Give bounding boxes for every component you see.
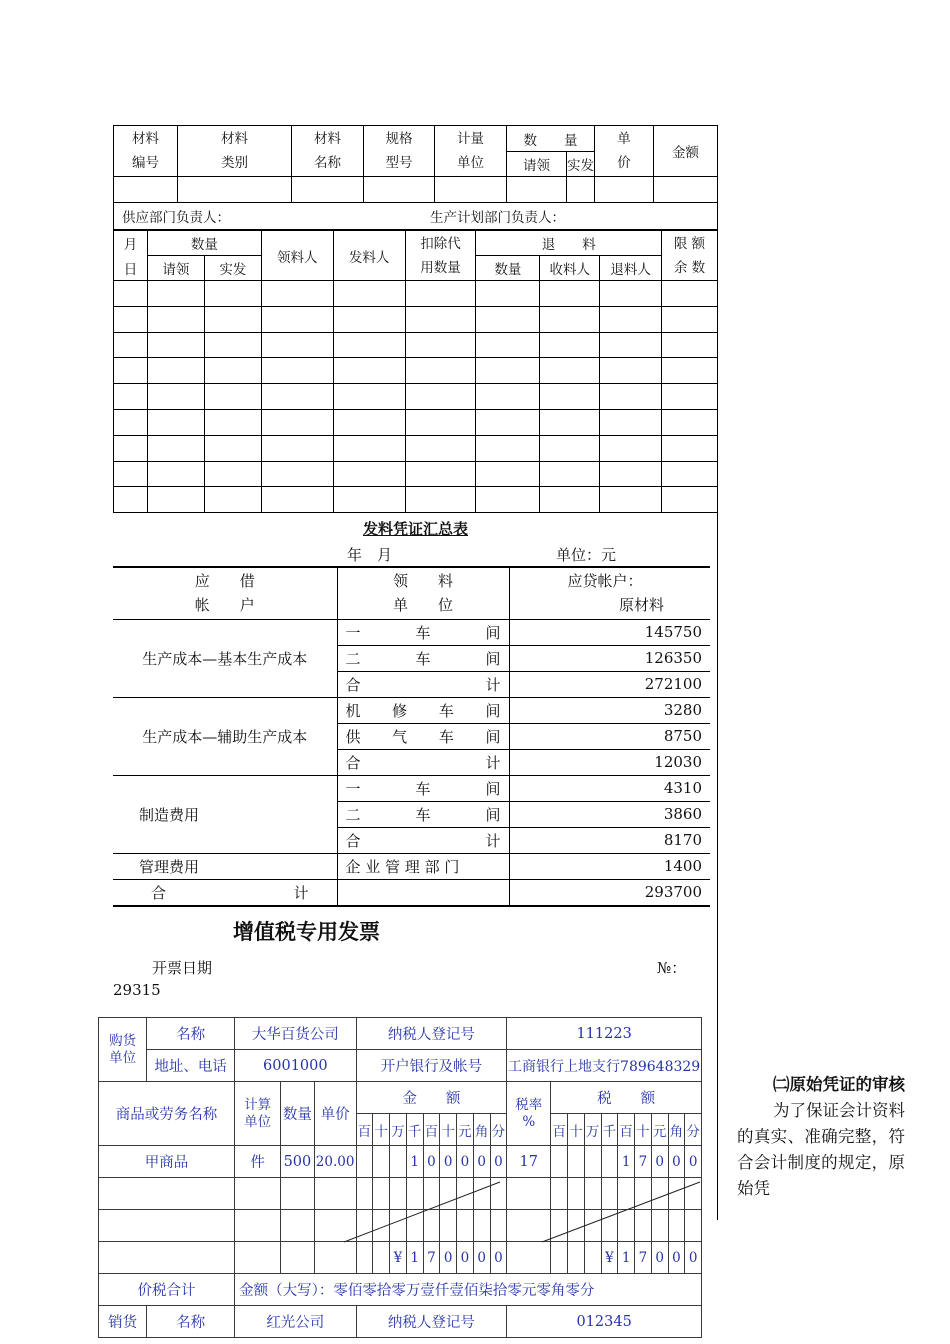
header-amount: 金额 (654, 126, 718, 177)
log-cell (333, 435, 405, 461)
buyer-bank: 工商银行上地支行789648329 (507, 1050, 702, 1082)
total-tax-digit (584, 1242, 601, 1274)
invoice-title: 增值税专用发票 (233, 919, 380, 944)
supply-dept-head: 供应部门负责人： (122, 210, 230, 226)
log-cell (261, 358, 333, 384)
log-cell (204, 332, 261, 358)
log-cell (405, 332, 476, 358)
amount-digit (423, 1178, 440, 1210)
unit-label: 计算 单位 (235, 1082, 281, 1146)
tax-digit (651, 1178, 668, 1210)
log-cell (204, 306, 261, 332)
summary-date: 年 月 (347, 546, 393, 564)
tax-digit (601, 1146, 618, 1178)
grand-total-amount: 293700 (509, 879, 710, 906)
tax-digit (551, 1210, 568, 1242)
total-amount-digit: 7 (423, 1242, 440, 1274)
digit-header: 元 (457, 1114, 474, 1146)
log-cell (333, 461, 405, 487)
log-cell (476, 435, 540, 461)
tax-digit (568, 1210, 585, 1242)
dept-workshop-2: 二 车 间 (345, 649, 501, 668)
log-cell (204, 461, 261, 487)
total-amount-digit: 0 (473, 1242, 490, 1274)
invoice-number: 29315 (113, 981, 161, 999)
tax-digit (618, 1210, 635, 1242)
rate-cell (507, 1242, 551, 1274)
invoice-no-label: №： (657, 959, 687, 977)
item-rate: 17 (507, 1146, 551, 1178)
grand-total-label: 合 计 (151, 883, 309, 902)
head-credit-account: 应贷帐户： 原材料 (509, 567, 710, 619)
header-qty: 数量 (147, 231, 261, 256)
material-limit-form (113, 125, 718, 230)
log-cell (405, 409, 476, 435)
log-cell (600, 384, 662, 410)
dept-workshop-1: 一 车 间 (345, 779, 501, 798)
log-cell (476, 487, 540, 513)
buyer-taxid: 111223 (507, 1018, 702, 1050)
log-cell (540, 384, 600, 410)
log-cell (147, 409, 204, 435)
amount-digit (356, 1178, 373, 1210)
tax-digit: 7 (635, 1146, 652, 1178)
header-return-receiver: 收料人 (540, 256, 600, 281)
head-debit-account: 应 借 帐 户 (113, 567, 337, 619)
tax-digit (584, 1210, 601, 1242)
amount-digit: 0 (423, 1146, 440, 1178)
header-material-category (178, 126, 292, 177)
log-cell (662, 281, 718, 307)
buyer-bank-label: 开户银行及帐号 (356, 1050, 507, 1082)
tax-digit: 0 (651, 1146, 668, 1178)
log-cell (405, 358, 476, 384)
buyer-name-label: 名称 (147, 1018, 235, 1050)
amount-cell: 8750 (509, 723, 710, 749)
tax-digit (584, 1178, 601, 1210)
dept-subtotal: 合 计 (345, 831, 501, 850)
header-qty-issued2: 实发 (204, 256, 261, 281)
log-cell (261, 306, 333, 332)
amount-digit (457, 1178, 474, 1210)
log-cell (662, 487, 718, 513)
log-cell (114, 306, 148, 332)
header-return-returner: 退料人 (600, 256, 662, 281)
log-cell (147, 358, 204, 384)
log-cell (540, 409, 600, 435)
log-cell (540, 358, 600, 384)
amount-digit (373, 1146, 390, 1178)
amount-cell: 4310 (509, 775, 710, 801)
amount-digit (440, 1178, 457, 1210)
seller-taxpayer-label: 纳税人登记号 (356, 1306, 507, 1338)
tax-digit (685, 1178, 702, 1210)
log-cell (204, 281, 261, 307)
tax-digit (568, 1178, 585, 1210)
amount-digit: 0 (490, 1146, 507, 1178)
amount-digit (390, 1178, 407, 1210)
header-unit-price (595, 126, 654, 177)
log-row (114, 281, 718, 307)
rate-cell (507, 1210, 551, 1242)
digit-header: 分 (685, 1114, 702, 1146)
total-tax-digit: 7 (635, 1242, 652, 1274)
digit-header: 角 (668, 1114, 685, 1146)
digit-header: 十 (373, 1114, 390, 1146)
log-cell (476, 281, 540, 307)
side-body: 为了保证会计资料的真实、准确完整，符合会计制度的规定，原始凭 (737, 1101, 905, 1198)
seller-taxid: 012345 (507, 1306, 702, 1338)
dept-workshop-2: 二 车 间 (345, 805, 501, 824)
digit-header: 百 (551, 1114, 568, 1146)
side-text (737, 1072, 905, 1202)
log-cell (600, 435, 662, 461)
log-cell (405, 281, 476, 307)
log-row (114, 384, 718, 410)
log-cell (662, 409, 718, 435)
account-admin-expense: 管理费用 (113, 853, 337, 879)
log-cell (261, 461, 333, 487)
dept-gas-workshop: 供 气 车 间 (345, 727, 501, 746)
log-cell (600, 332, 662, 358)
digit-header: 十 (440, 1114, 457, 1146)
log-cell (114, 435, 148, 461)
header-month: 月 (114, 231, 148, 256)
total-amount-digit (356, 1242, 373, 1274)
log-cell (147, 461, 204, 487)
total-tax-digit: 0 (685, 1242, 702, 1274)
log-row (114, 306, 718, 332)
digit-header: 千 (406, 1114, 423, 1146)
log-cell (662, 461, 718, 487)
tax-digit (668, 1210, 685, 1242)
tax-digit (584, 1146, 601, 1178)
header-measure-unit (435, 126, 507, 177)
responsible-row (114, 203, 718, 230)
buyer-taxpayer-label: 纳税人登记号 (356, 1018, 507, 1050)
log-cell (261, 487, 333, 513)
amount-cell: 272100 (509, 671, 710, 697)
log-cell (333, 487, 405, 513)
dept-admin: 企 业 管 理 部 门 (337, 853, 509, 879)
log-cell (261, 332, 333, 358)
amount-digit (490, 1210, 507, 1242)
digit-header: 十 (635, 1114, 652, 1146)
digit-header: 十 (568, 1114, 585, 1146)
summary-title: 发料凭证汇总表 (362, 520, 468, 538)
header-text: 材料 名称 (314, 131, 341, 171)
tax-label: 税 额 (551, 1082, 702, 1114)
amount-cell: 12030 (509, 749, 710, 775)
tax-digit (551, 1178, 568, 1210)
log-cell (405, 461, 476, 487)
log-cell (147, 306, 204, 332)
log-cell (540, 306, 600, 332)
amount-cell: 1400 (509, 853, 710, 879)
header-quantity: 数 量 (507, 126, 595, 152)
log-cell (333, 384, 405, 410)
log-cell (204, 358, 261, 384)
header-day: 日 (114, 256, 148, 281)
digit-header: 百 (423, 1114, 440, 1146)
log-cell (600, 461, 662, 487)
log-cell (476, 332, 540, 358)
log-cell (476, 384, 540, 410)
tax-digit (685, 1210, 702, 1242)
log-cell (540, 332, 600, 358)
log-cell (405, 435, 476, 461)
issue-log-table (113, 230, 718, 513)
log-cell (204, 435, 261, 461)
tax-digit: 0 (685, 1146, 702, 1178)
head-dept: 领 料 单 位 (337, 567, 509, 619)
item-unit: 件 (235, 1146, 281, 1178)
seller-name: 红光公司 (235, 1306, 356, 1338)
header-text: 单 价 (617, 131, 631, 171)
tax-digit (635, 1210, 652, 1242)
buyer-name: 大华百货公司 (235, 1018, 356, 1050)
log-cell (662, 332, 718, 358)
log-cell (204, 384, 261, 410)
log-cell (114, 409, 148, 435)
log-cell (147, 435, 204, 461)
digit-header: 角 (473, 1114, 490, 1146)
log-cell (114, 332, 148, 358)
amount-digit (356, 1210, 373, 1242)
log-cell (662, 306, 718, 332)
header-material-code (114, 126, 178, 177)
seller-name-label: 名称 (147, 1306, 235, 1338)
log-row (114, 409, 718, 435)
total-amount-digit: 0 (440, 1242, 457, 1274)
tax-digit: 0 (668, 1146, 685, 1178)
total-tax-digit: 0 (668, 1242, 685, 1274)
item-name: 甲商品 (99, 1146, 235, 1178)
log-cell (600, 281, 662, 307)
price-label: 单价 (314, 1082, 356, 1146)
log-cell (476, 306, 540, 332)
item-qty: 500 (281, 1146, 315, 1178)
header-deduct-qty: 扣除代 用数量 (405, 231, 476, 281)
amount-digit (406, 1178, 423, 1210)
log-cell (662, 384, 718, 410)
summary-table (113, 566, 710, 907)
amount-digit: 1 (406, 1146, 423, 1178)
header-receiver: 领料人 (261, 231, 333, 281)
header-text: 计量 单位 (457, 131, 484, 171)
total-tax-digit: 1 (618, 1242, 635, 1274)
dept-repair-workshop: 机 修 车 间 (345, 701, 501, 720)
amount-digit (473, 1210, 490, 1242)
log-cell (114, 487, 148, 513)
log-cell (114, 358, 148, 384)
tax-digit: 1 (618, 1146, 635, 1178)
summary-unit: 单位：元 (556, 546, 617, 564)
digit-header: 百 (356, 1114, 373, 1146)
digit-header: 千 (601, 1114, 618, 1146)
log-cell (405, 306, 476, 332)
account-basic-production: 生产成本—基本生产成本 (113, 619, 337, 697)
amount-digit: 0 (457, 1146, 474, 1178)
log-cell (405, 487, 476, 513)
tax-digit (601, 1210, 618, 1242)
log-cell (261, 435, 333, 461)
header-return: 退 料 (476, 231, 662, 256)
amount-digit (406, 1210, 423, 1242)
log-cell (333, 281, 405, 307)
header-material-name (292, 126, 364, 177)
header-issuer: 发料人 (333, 231, 405, 281)
log-cell (261, 409, 333, 435)
tax-digit (551, 1146, 568, 1178)
log-cell (147, 384, 204, 410)
header-spec-model (364, 126, 435, 177)
dept-subtotal: 合 计 (345, 753, 501, 772)
total-tax-digit (568, 1242, 585, 1274)
total-amount-digit: 0 (490, 1242, 507, 1274)
item-price: 20.00 (314, 1146, 356, 1178)
dept-subtotal: 合 计 (345, 675, 501, 694)
log-cell (333, 358, 405, 384)
total-amount-digit (373, 1242, 390, 1274)
total-tax-digit: ¥ (601, 1242, 618, 1274)
vat-invoice-table (98, 1017, 702, 1338)
rate-cell (507, 1178, 551, 1210)
log-cell (114, 281, 148, 307)
amount-digit (373, 1210, 390, 1242)
log-row (114, 435, 718, 461)
buyer-phone: 6001000 (235, 1050, 356, 1082)
header-limit-remaining: 限 额 余 数 (662, 231, 718, 281)
tax-digit (568, 1146, 585, 1178)
log-cell (600, 358, 662, 384)
amount-cell: 3280 (509, 697, 710, 723)
side-heading: ㈡原始凭证的审核 (773, 1075, 905, 1094)
log-row (114, 358, 718, 384)
digit-header: 分 (490, 1114, 507, 1146)
header-return-qty: 数量 (476, 256, 540, 281)
header-qty-issued: 实发 (567, 152, 595, 177)
invoice-date-label: 开票日期 (152, 959, 213, 977)
log-cell (662, 358, 718, 384)
seller-label: 销货 (99, 1306, 147, 1338)
amount-digit (473, 1178, 490, 1210)
log-cell (405, 384, 476, 410)
buyer-addr-label: 地址、电话 (147, 1050, 235, 1082)
amount-digit (390, 1210, 407, 1242)
log-cell (147, 332, 204, 358)
account-aux-production: 生产成本—辅助生产成本 (113, 697, 337, 775)
log-cell (540, 281, 600, 307)
buyer-label: 购货 单位 (99, 1018, 147, 1082)
log-row (114, 487, 718, 513)
log-cell (540, 487, 600, 513)
log-cell (600, 487, 662, 513)
log-cell (333, 332, 405, 358)
dept-workshop-1: 一 车 间 (345, 623, 501, 642)
log-cell (114, 461, 148, 487)
amount-cell: 145750 (509, 619, 710, 645)
log-cell (540, 461, 600, 487)
amount-digit: 0 (440, 1146, 457, 1178)
amount-digit (440, 1210, 457, 1242)
log-cell (114, 384, 148, 410)
total-amount-digit: 1 (406, 1242, 423, 1274)
header-text: 规格 型号 (385, 131, 413, 171)
amount-digit (423, 1210, 440, 1242)
digit-header: 万 (584, 1114, 601, 1146)
amount-cell: 126350 (509, 645, 710, 671)
log-row (114, 461, 718, 487)
rate-label: 税率 % (507, 1082, 551, 1146)
log-cell (261, 384, 333, 410)
log-cell (476, 409, 540, 435)
total-in-words: 金额（大写）：零佰零拾零万壹仟壹佰柒拾零元零角零分 (235, 1274, 702, 1306)
amount-digit (356, 1146, 373, 1178)
plan-dept-head: 生产计划部门负责人： (430, 210, 565, 226)
tax-digit (651, 1210, 668, 1242)
log-cell (540, 435, 600, 461)
log-cell (600, 306, 662, 332)
digit-header: 百 (618, 1114, 635, 1146)
qty-label: 数量 (281, 1082, 315, 1146)
tax-digit (635, 1178, 652, 1210)
digit-header: 元 (651, 1114, 668, 1146)
goods-label: 商品或劳务名称 (99, 1082, 235, 1146)
tax-digit (601, 1178, 618, 1210)
header-qty-requested: 请领 (507, 152, 567, 177)
log-cell (333, 306, 405, 332)
tax-digit (668, 1178, 685, 1210)
log-cell (204, 487, 261, 513)
amount-digit (490, 1178, 507, 1210)
amount-cell: 8170 (509, 827, 710, 853)
header-qty-requested2: 请领 (147, 256, 204, 281)
total-tax-digit (551, 1242, 568, 1274)
total-amount-digit: 0 (457, 1242, 474, 1274)
log-cell (333, 409, 405, 435)
tax-digit (618, 1178, 635, 1210)
amount-digit (373, 1178, 390, 1210)
amount-digit: 0 (473, 1146, 490, 1178)
total-label: 价税合计 (99, 1274, 235, 1306)
log-row (114, 332, 718, 358)
log-cell (476, 358, 540, 384)
total-tax-digit: 0 (651, 1242, 668, 1274)
total-amount-digit: ¥ (390, 1242, 407, 1274)
account-manufacturing-overhead: 制造费用 (113, 775, 337, 853)
amount-label: 金 额 (356, 1082, 507, 1114)
header-text: 材料 编号 (132, 131, 159, 171)
log-cell (261, 281, 333, 307)
log-cell (147, 487, 204, 513)
log-cell (662, 435, 718, 461)
amount-digit (390, 1146, 407, 1178)
log-cell (476, 461, 540, 487)
header-text: 材料 类别 (221, 131, 248, 171)
amount-digit (457, 1210, 474, 1242)
log-cell (147, 281, 204, 307)
digit-header: 万 (390, 1114, 407, 1146)
log-cell (600, 409, 662, 435)
log-cell (204, 409, 261, 435)
amount-cell: 3860 (509, 801, 710, 827)
